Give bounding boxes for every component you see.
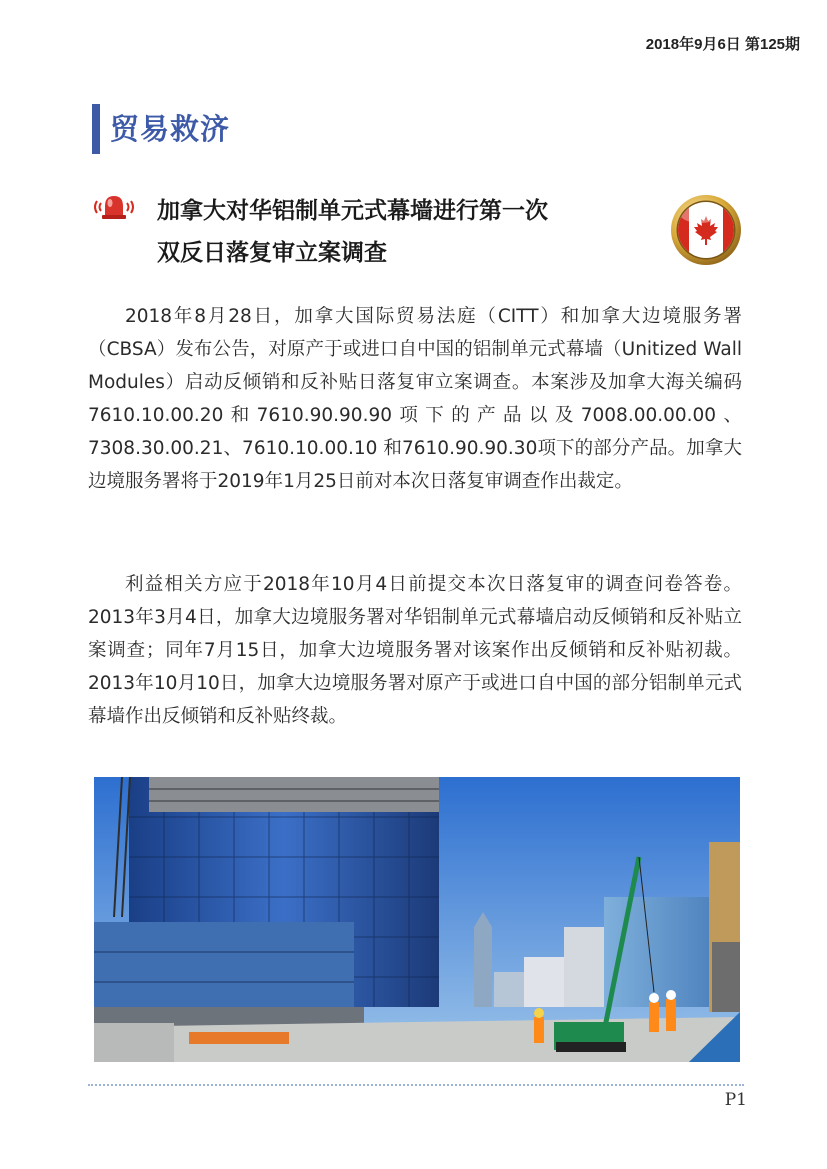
headline-line-1: 加拿大对华铝制单元式幕墙进行第一次 (157, 198, 548, 224)
section-title: 贸易救济 (110, 112, 231, 146)
headline-line-2: 双反日落复审立案调查 (157, 240, 387, 266)
page-number: P1 (724, 1090, 747, 1110)
footer-divider (88, 1084, 744, 1086)
section-accent-bar (92, 104, 100, 154)
article-headline (157, 190, 647, 274)
article-paragraph-1: 2018年8月28日，加拿大国际贸易法庭（CITT）和加拿大边境服务署（CBSA）发布公告，对原产于或进口自中国的铝制单元式幕墙（Unitized Wall Modules）启动反倾销和反补贴日落复审立案调查。本案涉及加拿大海关编码7610.10.00.20和7610.90.90.90项下的产品以及7008.00.00.00、7308.30.00.21、7610.10.00.10 和7610.90.90.30项下的部分产品。加拿大边境服务署将于2019年1月25日前对本次日落复审调查作出裁定。 (88, 306, 742, 492)
construction-site-photo (94, 777, 740, 1062)
issue-date: 2018年9月6日 第125期 (645, 36, 800, 53)
alarm-bell-icon (91, 192, 137, 222)
canada-flag-badge (670, 194, 742, 266)
article-paragraph-2: 利益相关方应于2018年10月4日前提交本次日落复审的调查问卷答卷。2013年3月4日，加拿大边境服务署对华铝制单元式幕墙启动反倾销和反补贴立案调查；同年7月15日，加拿大边境服务署对该案作出反倾销和反补贴初裁。2013年10月10日，加拿大边境服务署对原产于或进口自中国的部分铝制单元式幕墙作出反倾销和反补贴终裁。 (88, 574, 742, 727)
